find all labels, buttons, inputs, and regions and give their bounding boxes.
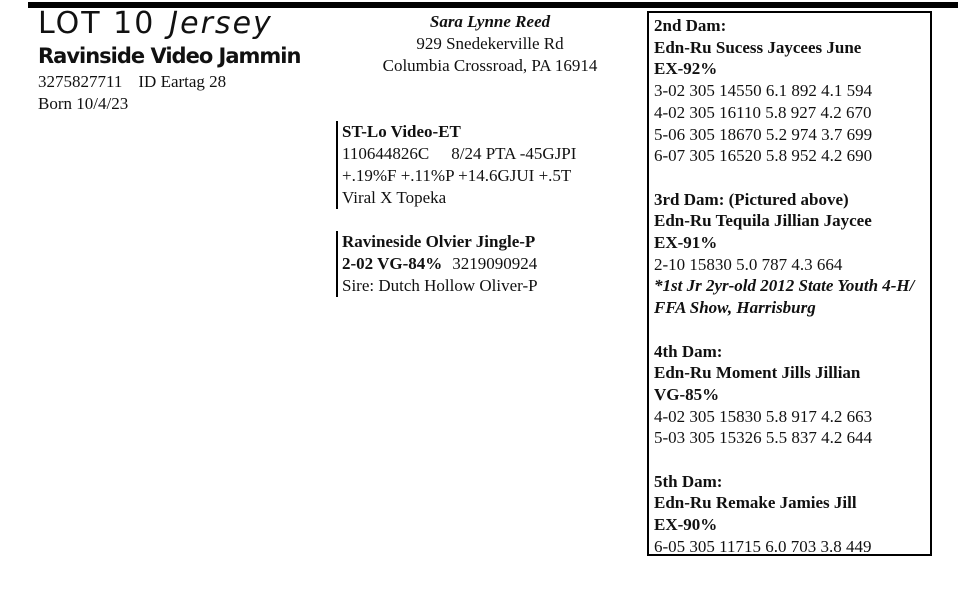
sire-components: +.19%F +.11%P +14.6GJUI +.5T — [342, 166, 572, 185]
dam-name: Ravineside Olvier Jingle-P — [342, 232, 536, 251]
consignor-block — [360, 11, 620, 77]
dam-name: Edn-Ru Tequila Jillian Jaycee — [654, 211, 872, 231]
dam-score: EX-91% — [654, 233, 718, 253]
consignor-address-line2: Columbia Crossroad, PA 16914 — [382, 56, 598, 75]
consignor-address-line1: 929 Snedekerville Rd — [416, 34, 564, 53]
registration-line — [38, 72, 226, 92]
fifth-dam-section — [654, 471, 930, 556]
production-record: 3-02 305 14550 6.1 892 4.1 594 — [654, 81, 873, 101]
sire-cross: Viral X Topeka — [342, 188, 447, 207]
dam-classification-line — [342, 253, 538, 275]
dam-heading: 3rd Dam: (Pictured above) — [654, 189, 849, 209]
animal-name: Ravinside Video Jammin — [38, 44, 301, 68]
production-record: 4-02 305 16110 5.8 927 4.2 670 — [654, 102, 872, 122]
dam-score: EX-90% — [654, 515, 718, 535]
registration-number: 3275827711 — [38, 72, 123, 91]
birth-date: Born 10/4/23 — [38, 94, 129, 113]
sire-pta: 8/24 PTA -45GJPI — [451, 144, 577, 163]
production-record: 5-06 305 18670 5.2 974 3.7 699 — [654, 124, 873, 144]
production-record: 4-02 305 15830 5.8 917 4.2 663 — [654, 406, 873, 426]
lot-number: LOT 10 — [38, 6, 156, 41]
lot-title — [38, 6, 273, 41]
production-record: 2-10 15830 5.0 787 4.3 664 — [654, 254, 843, 274]
dam-heading: 5th Dam: — [654, 471, 723, 491]
maternal-line-box — [647, 11, 932, 556]
dam-sire: Sire: Dutch Hollow Oliver-P — [342, 276, 538, 295]
production-record: 6-07 305 16520 5.8 952 4.2 690 — [654, 146, 873, 166]
dam-classification: 2-02 VG-84% — [342, 254, 443, 273]
fourth-dam-section — [654, 341, 930, 450]
show-award-note: FFA Show, Harrisburg — [654, 298, 816, 318]
third-dam-section — [654, 189, 930, 319]
second-dam-section — [654, 15, 930, 167]
consignor-name: Sara Lynne Reed — [429, 12, 551, 31]
lot-breed: Jersey — [169, 6, 273, 41]
production-record: 5-03 305 15326 5.5 837 4.2 644 — [654, 428, 873, 448]
sire-name: ST-Lo Video-ET — [342, 122, 461, 141]
dam-name: Edn-Ru Moment Jills Jillian — [654, 363, 861, 383]
eartag-id: ID Eartag 28 — [138, 72, 227, 91]
sire-block — [336, 121, 576, 209]
dam-heading: 4th Dam: — [654, 341, 723, 361]
dam-block — [336, 231, 538, 297]
dam-reg-number: 3219090924 — [452, 254, 538, 273]
dam-score: VG-85% — [654, 384, 720, 404]
dam-name: Edn-Ru Sucess Jaycees June — [654, 37, 862, 57]
show-award-note: *1st Jr 2yr-old 2012 State Youth 4-H/ — [654, 276, 915, 296]
dam-score: EX-92% — [654, 59, 718, 79]
dam-name: Edn-Ru Remake Jamies Jill — [654, 493, 857, 513]
dam-heading: 2nd Dam: — [654, 16, 727, 35]
sire-reg-number: 110644826C — [342, 144, 430, 163]
production-record: 6-05 305 11715 6.0 703 3.8 449 — [654, 536, 872, 556]
sire-reg-line — [342, 143, 576, 165]
